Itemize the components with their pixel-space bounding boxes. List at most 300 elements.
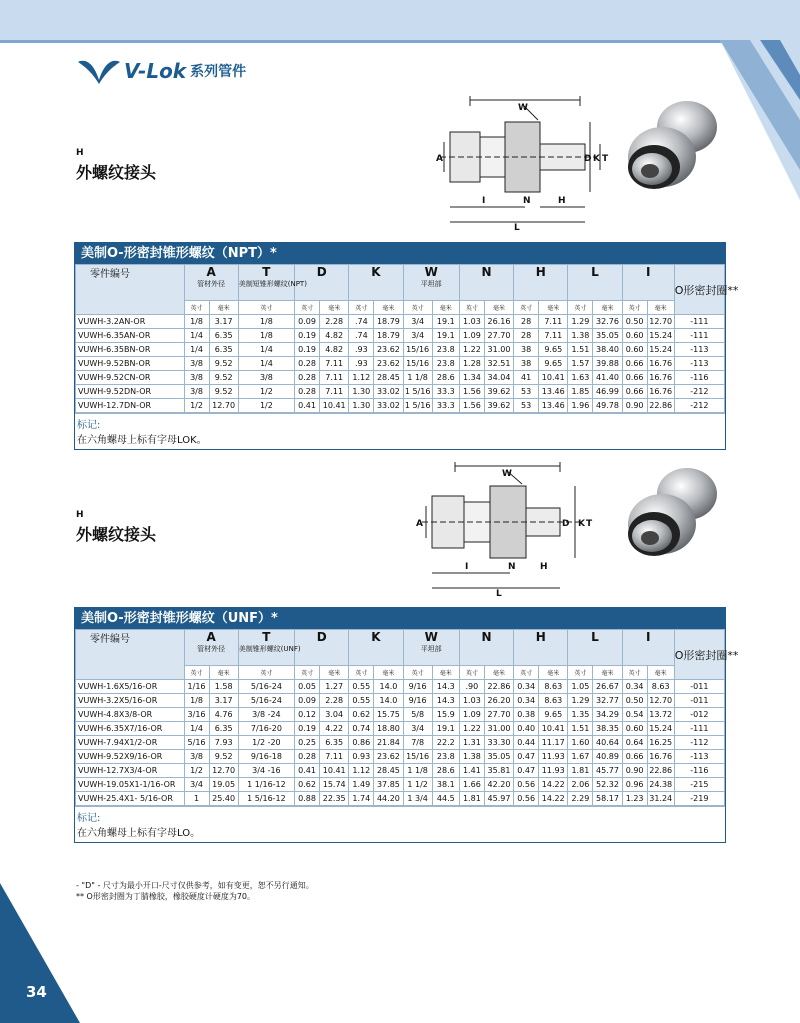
value-cell: 9/16-18 [238, 750, 294, 764]
value-cell: 2.06 [568, 778, 593, 792]
unit-mm: 毫米 [209, 666, 238, 680]
value-cell: 19.05 [209, 778, 238, 792]
unit-inch: 英寸 [238, 666, 294, 680]
value-cell: 9.65 [539, 357, 568, 371]
value-cell: 26.20 [484, 694, 513, 708]
value-cell: 0.50 [622, 694, 647, 708]
table-title: 美制O-形密封锥形螺纹（UNF）* [75, 608, 725, 629]
value-cell: 1.81 [568, 764, 593, 778]
col-a: A 管材外径 [184, 265, 238, 301]
part-number-cell: VUWH-19.05X1-1/16-OR [76, 778, 185, 792]
value-cell: 38.40 [593, 343, 622, 357]
value-cell: 0.19 [295, 343, 320, 357]
value-cell: 1.09 [459, 329, 484, 343]
value-cell: -116 [674, 764, 724, 778]
value-cell: 1 5/16 [403, 399, 432, 413]
value-cell: 0.34 [514, 694, 539, 708]
value-cell: 35.81 [484, 764, 513, 778]
value-cell: -012 [674, 708, 724, 722]
value-cell: 9/16 [403, 694, 432, 708]
fitting-drawing-npt [430, 92, 620, 232]
col-part: 零件编号 [76, 630, 185, 680]
value-cell: 9.52 [209, 385, 238, 399]
value-cell: 1/2 [184, 399, 209, 413]
value-cell: 0.93 [349, 750, 374, 764]
value-cell: 23.8 [432, 357, 459, 371]
value-cell: 22.35 [320, 792, 349, 806]
value-cell: 3/8 [184, 750, 209, 764]
label-d: D [584, 154, 592, 164]
brand-name: V-Lok [124, 59, 187, 83]
value-cell: 49.78 [593, 399, 622, 413]
value-cell: 24.38 [647, 778, 674, 792]
value-cell: 33.30 [484, 736, 513, 750]
value-cell: 1 3/4 [403, 792, 432, 806]
section-letter: H [76, 510, 84, 520]
unit-inch: 英寸 [184, 666, 209, 680]
value-cell: 0.44 [514, 736, 539, 750]
col-a: A 管材外径 [184, 630, 238, 666]
value-cell: 18.80 [374, 722, 403, 736]
value-cell: 3/8 -24 [238, 708, 294, 722]
value-cell: 0.54 [622, 708, 647, 722]
label-t: T [586, 519, 593, 529]
value-cell: 6.35 [209, 343, 238, 357]
value-cell: 39.62 [484, 399, 513, 413]
value-cell: 2.28 [320, 315, 349, 329]
col-w: W 平坦部 [403, 630, 459, 666]
value-cell: 1.51 [568, 343, 593, 357]
unit-mm: 毫米 [647, 301, 674, 315]
value-cell: 0.38 [514, 708, 539, 722]
value-cell: 12.70 [209, 399, 238, 413]
value-cell: 0.66 [622, 750, 647, 764]
value-cell: 9.52 [209, 750, 238, 764]
value-cell: 16.76 [647, 357, 674, 371]
value-cell: 28.6 [432, 764, 459, 778]
part-number-cell: VUWH-25.4X1- 5/16-OR [76, 792, 185, 806]
value-cell: .90 [459, 680, 484, 694]
value-cell: 23.62 [374, 750, 403, 764]
value-cell: 5/16-24 [238, 694, 294, 708]
brand-logo [76, 58, 246, 84]
value-cell: 0.55 [349, 680, 374, 694]
table-row [76, 694, 725, 708]
value-cell: 1.22 [459, 722, 484, 736]
value-cell: 0.60 [622, 722, 647, 736]
value-cell: 35.05 [593, 329, 622, 343]
value-cell: 11.93 [539, 750, 568, 764]
value-cell: 15.24 [647, 329, 674, 343]
value-cell: 15.74 [320, 778, 349, 792]
value-cell: 28 [514, 329, 539, 343]
value-cell: 1.49 [349, 778, 374, 792]
value-cell: 1/8 [184, 315, 209, 329]
label-d: D [562, 519, 570, 529]
note-text: 在六角螺母上标有字母LO。 [77, 828, 201, 839]
label-a: A [416, 519, 423, 529]
value-cell: 18.79 [374, 315, 403, 329]
value-cell: 9.65 [539, 343, 568, 357]
unit-inch: 英寸 [403, 301, 432, 315]
value-cell: 7/8 [403, 736, 432, 750]
unit-inch: 英寸 [568, 301, 593, 315]
unit-mm: 毫米 [320, 666, 349, 680]
value-cell: 0.96 [622, 778, 647, 792]
value-cell: 5/8 [403, 708, 432, 722]
value-cell: 15/16 [403, 357, 432, 371]
value-cell: 0.66 [622, 385, 647, 399]
col-l: L [568, 265, 622, 301]
value-cell: 1.85 [568, 385, 593, 399]
value-cell: 2.29 [568, 792, 593, 806]
value-cell: 1.57 [568, 357, 593, 371]
value-cell: 1.27 [320, 680, 349, 694]
value-cell: 18.79 [374, 329, 403, 343]
value-cell: 5/16-24 [238, 680, 294, 694]
col-t: T 美制短锥形螺纹(NPT) [238, 265, 294, 301]
col-l: L [568, 630, 622, 666]
value-cell: 15.9 [432, 708, 459, 722]
value-cell: 8.63 [539, 694, 568, 708]
value-cell: 1.51 [568, 722, 593, 736]
value-cell: -113 [674, 750, 724, 764]
value-cell: 45.97 [484, 792, 513, 806]
value-cell: 3/8 [184, 357, 209, 371]
value-cell: 13.46 [539, 399, 568, 413]
value-cell: 1/2 [184, 764, 209, 778]
value-cell: 23.8 [432, 750, 459, 764]
value-cell: 15.24 [647, 722, 674, 736]
value-cell: 22.86 [484, 680, 513, 694]
value-cell: 4.76 [209, 708, 238, 722]
value-cell: 1/8 [184, 694, 209, 708]
unit-inch: 英寸 [514, 301, 539, 315]
value-cell: 4.82 [320, 343, 349, 357]
value-cell: -011 [674, 680, 724, 694]
footnote-d: - "D" - 尺寸为最小开口-尺寸仅供参考，如有变更，恕不另行通知。 [76, 881, 314, 890]
value-cell: 1.03 [459, 694, 484, 708]
value-cell: 32.76 [593, 315, 622, 329]
value-cell: -011 [674, 694, 724, 708]
unit-mm: 毫米 [374, 301, 403, 315]
table-row [76, 357, 725, 371]
label-i: I [465, 562, 469, 572]
value-cell: 22.86 [647, 399, 674, 413]
value-cell: 14.22 [539, 792, 568, 806]
unit-mm: 毫米 [484, 666, 513, 680]
unit-mm: 毫米 [647, 666, 674, 680]
value-cell: 3/8 [184, 371, 209, 385]
part-number-cell: VUWH-6.35BN-OR [76, 343, 185, 357]
value-cell: 19.1 [432, 722, 459, 736]
value-cell: 4.22 [320, 722, 349, 736]
table-row [76, 792, 725, 806]
section-title: 外螺纹接头 [76, 525, 157, 544]
value-cell: 44.20 [374, 792, 403, 806]
label-l: L [496, 589, 502, 599]
value-cell: 0.28 [295, 385, 320, 399]
value-cell: 42.20 [484, 778, 513, 792]
value-cell: 8.63 [539, 680, 568, 694]
value-cell: 0.34 [622, 680, 647, 694]
value-cell: 53 [514, 399, 539, 413]
dimension-table [75, 629, 739, 806]
table-row [76, 736, 725, 750]
value-cell: 1 5/16 [403, 385, 432, 399]
top-stripe [0, 40, 760, 43]
value-cell: -212 [674, 399, 724, 413]
value-cell: 7.11 [320, 750, 349, 764]
part-number-cell: VUWH-9.52BN-OR [76, 357, 185, 371]
unit-mm: 毫米 [539, 301, 568, 315]
value-cell: 46.99 [593, 385, 622, 399]
value-cell: 32.77 [593, 694, 622, 708]
value-cell: 19.1 [432, 329, 459, 343]
value-cell: 3/4 [184, 778, 209, 792]
section-title: 外螺纹接头 [76, 163, 157, 182]
value-cell: 1.74 [349, 792, 374, 806]
part-number-cell: VUWH-12.7DN-OR [76, 399, 185, 413]
col-part: 零件编号 [76, 265, 185, 315]
value-cell: 1 5/16-12 [238, 792, 294, 806]
value-cell: 1.58 [209, 680, 238, 694]
value-cell: 6.35 [209, 722, 238, 736]
value-cell: 0.56 [514, 778, 539, 792]
fitting-photo-npt [622, 95, 727, 205]
value-cell: 33.02 [374, 385, 403, 399]
value-cell: 0.25 [295, 736, 320, 750]
label-h: H [540, 562, 548, 572]
value-cell: 0.60 [622, 343, 647, 357]
value-cell: 27.70 [484, 708, 513, 722]
value-cell: 1.63 [568, 371, 593, 385]
value-cell: 9/16 [403, 680, 432, 694]
value-cell: 0.50 [622, 315, 647, 329]
value-cell: 3.17 [209, 694, 238, 708]
value-cell: 28 [514, 315, 539, 329]
table-unf [74, 607, 739, 843]
value-cell: -219 [674, 792, 724, 806]
col-k: K [349, 265, 403, 301]
value-cell: 0.56 [514, 792, 539, 806]
value-cell: 25.40 [209, 792, 238, 806]
col-n: N [459, 265, 513, 301]
value-cell: 1.67 [568, 750, 593, 764]
col-i: I [622, 630, 674, 666]
value-cell: 27.70 [484, 329, 513, 343]
unit-mm: 毫米 [593, 666, 622, 680]
value-cell: 7.11 [539, 329, 568, 343]
value-cell: 9.52 [209, 357, 238, 371]
value-cell: 0.28 [295, 357, 320, 371]
value-cell: 0.55 [349, 694, 374, 708]
unit-inch: 英寸 [514, 666, 539, 680]
value-cell: 12.70 [209, 764, 238, 778]
value-cell: 10.41 [320, 399, 349, 413]
value-cell: 9.52 [209, 371, 238, 385]
unit-inch: 英寸 [459, 666, 484, 680]
value-cell: 23.8 [432, 343, 459, 357]
part-number-cell: VUWH-6.35X7/16-OR [76, 722, 185, 736]
value-cell: 1/8 [238, 315, 294, 329]
value-cell: 1.96 [568, 399, 593, 413]
value-cell: 8.63 [647, 680, 674, 694]
value-cell: 1.38 [459, 750, 484, 764]
value-cell: 40.64 [593, 736, 622, 750]
table-row [76, 750, 725, 764]
label-k: K [578, 519, 585, 529]
value-cell: 41 [514, 371, 539, 385]
note-text: 在六角螺母上标有字母LOK。 [77, 435, 207, 446]
value-cell: 13.46 [539, 385, 568, 399]
value-cell: 26.16 [484, 315, 513, 329]
value-cell: 1.38 [568, 329, 593, 343]
value-cell: 0.19 [295, 329, 320, 343]
value-cell: 14.0 [374, 694, 403, 708]
label-i: I [482, 196, 486, 206]
value-cell: 22.86 [647, 764, 674, 778]
part-number-cell: VUWH-4.8X3/8-OR [76, 708, 185, 722]
value-cell: 14.3 [432, 694, 459, 708]
label-n: N [523, 196, 531, 206]
v-wing-icon [76, 58, 122, 84]
value-cell: 23.62 [374, 343, 403, 357]
value-cell: 0.05 [295, 680, 320, 694]
col-oring: O形密封圈** [674, 265, 724, 315]
value-cell: 0.40 [514, 722, 539, 736]
value-cell: 6.35 [320, 736, 349, 750]
value-cell: 1/2 [238, 399, 294, 413]
value-cell: 1.41 [459, 764, 484, 778]
value-cell: 31.24 [647, 792, 674, 806]
value-cell: 1.30 [349, 385, 374, 399]
value-cell: -215 [674, 778, 724, 792]
value-cell: 1.29 [568, 694, 593, 708]
value-cell: 0.34 [514, 680, 539, 694]
value-cell: 21.84 [374, 736, 403, 750]
value-cell: .74 [349, 315, 374, 329]
unit-mm: 毫米 [374, 666, 403, 680]
value-cell: 3/4 [403, 722, 432, 736]
unit-mm: 毫米 [432, 301, 459, 315]
value-cell: 4.82 [320, 329, 349, 343]
label-a: A [436, 154, 443, 164]
footnote-oring: ** O形密封圈为丁腈橡胶，橡胶硬度计硬度为70。 [76, 892, 256, 901]
unit-inch: 英寸 [403, 666, 432, 680]
value-cell: 34.04 [484, 371, 513, 385]
note-label: 标记: [75, 806, 725, 824]
value-cell: 33.3 [432, 385, 459, 399]
part-number-cell: VUWH-9.52DN-OR [76, 385, 185, 399]
value-cell: -111 [674, 315, 724, 329]
part-number-cell: VUWH-12.7X3/4-OR [76, 764, 185, 778]
value-cell: 0.88 [295, 792, 320, 806]
table-row [76, 371, 725, 385]
value-cell: 1.66 [459, 778, 484, 792]
value-cell: 15/16 [403, 750, 432, 764]
footnotes [76, 880, 314, 902]
value-cell: 38 [514, 343, 539, 357]
value-cell: 1.12 [349, 371, 374, 385]
label-t: T [602, 154, 609, 164]
part-number-cell: VUWH-6.35AN-OR [76, 329, 185, 343]
value-cell: 0.09 [295, 694, 320, 708]
unit-inch: 英寸 [622, 666, 647, 680]
value-cell: 1.12 [349, 764, 374, 778]
value-cell: 7/16-20 [238, 722, 294, 736]
unit-mm: 毫米 [539, 666, 568, 680]
value-cell: 0.74 [349, 722, 374, 736]
value-cell: 41.40 [593, 371, 622, 385]
value-cell: 7.11 [320, 385, 349, 399]
value-cell: 10.41 [539, 371, 568, 385]
label-w: W [502, 469, 512, 479]
value-cell: 0.64 [622, 736, 647, 750]
value-cell: 1.56 [459, 385, 484, 399]
part-number-cell: VUWH-1.6X5/16-OR [76, 680, 185, 694]
value-cell: 3/16 [184, 708, 209, 722]
unit-mm: 毫米 [209, 301, 238, 315]
col-h: H [514, 265, 568, 301]
value-cell: 7.11 [320, 357, 349, 371]
value-cell: 1.03 [459, 315, 484, 329]
value-cell: 0.62 [295, 778, 320, 792]
col-t: T 美制锥形螺纹(UNF) [238, 630, 294, 666]
value-cell: -112 [674, 736, 724, 750]
label-n: N [508, 562, 516, 572]
value-cell: 14.0 [374, 680, 403, 694]
value-cell: 1/4 [184, 329, 209, 343]
value-cell: 1/4 [184, 343, 209, 357]
value-cell: 0.86 [349, 736, 374, 750]
value-cell: 14.3 [432, 680, 459, 694]
value-cell: 1.28 [459, 357, 484, 371]
unit-inch: 英寸 [349, 301, 374, 315]
value-cell: 0.66 [622, 357, 647, 371]
value-cell: 53 [514, 385, 539, 399]
value-cell: 1/4 [184, 722, 209, 736]
value-cell: 1/2 -20 [238, 736, 294, 750]
value-cell: 34.29 [593, 708, 622, 722]
brand-suffix: 系列管件 [190, 64, 247, 80]
table-title: 美制O-形密封锥形螺纹（NPT）* [75, 243, 725, 264]
unit-inch: 英寸 [238, 301, 294, 315]
col-w: W 平坦部 [403, 265, 459, 301]
label-l: L [514, 223, 520, 233]
value-cell: 1.60 [568, 736, 593, 750]
top-band [0, 0, 800, 40]
col-k: K [349, 630, 403, 666]
value-cell: 0.90 [622, 764, 647, 778]
unit-mm: 毫米 [432, 666, 459, 680]
value-cell: 32.51 [484, 357, 513, 371]
value-cell: 6.35 [209, 329, 238, 343]
value-cell: 58.17 [593, 792, 622, 806]
unit-inch: 英寸 [349, 666, 374, 680]
value-cell: 1/8 [238, 329, 294, 343]
value-cell: 1/16 [184, 680, 209, 694]
table-row [76, 778, 725, 792]
table-row [76, 708, 725, 722]
value-cell: 28.45 [374, 371, 403, 385]
value-cell: .93 [349, 357, 374, 371]
value-cell: .74 [349, 329, 374, 343]
value-cell: 16.76 [647, 371, 674, 385]
part-number-cell: VUWH-9.52CN-OR [76, 371, 185, 385]
value-cell: 0.28 [295, 750, 320, 764]
value-cell: 3/8 [184, 385, 209, 399]
